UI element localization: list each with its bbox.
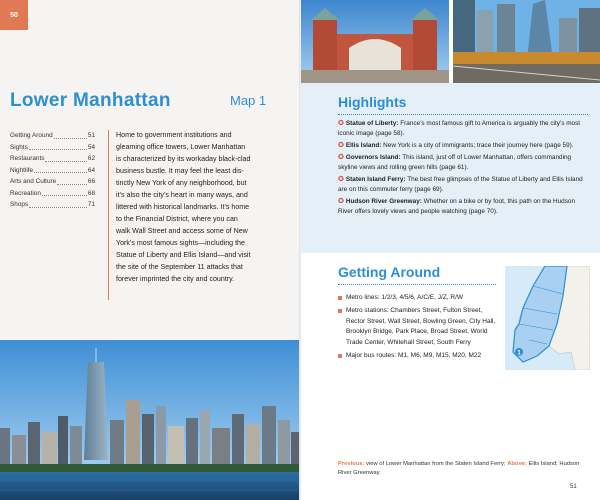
top-photos: [301, 0, 600, 83]
highlight-name: Staten Island Ferry:: [345, 176, 406, 184]
list-item: Major bus routes: M1, M6, M9, M15, M20, M22: [338, 351, 500, 361]
highlights-heading: Highlights: [338, 94, 407, 110]
toc-entry[interactable]: [10, 188, 95, 200]
highlight-text: France’s most famous gift to America is arguably the city’s most iconic image (page 58).: [338, 120, 581, 137]
divider: [338, 114, 588, 115]
highlight-text: Whether on a bike or by foot, this path on the Hudson River offers lovely views and people watching (page 70).: [338, 198, 575, 215]
highlight-item: [338, 153, 590, 172]
toc-page: 54: [87, 143, 95, 151]
highlight-item: [338, 197, 590, 216]
map-number-label: 1: [517, 350, 521, 357]
toc-page: 68: [87, 189, 95, 197]
locator-map: [505, 266, 590, 370]
skyline-photo: [0, 340, 301, 500]
toc-label: Recreation: [10, 189, 41, 197]
bullet-icon: [338, 296, 342, 300]
toc-page: 66: [87, 178, 95, 185]
toc-entry[interactable]: [10, 153, 95, 165]
star-icon: ✪: [338, 142, 344, 149]
toc-entry[interactable]: [10, 176, 95, 188]
star-icon: ✪: [338, 198, 344, 206]
chapter-contents: [10, 130, 95, 211]
getting-around-heading: Getting Around: [338, 264, 441, 280]
list-item: Metro lines: 1/2/3, 4/5/6, A/C/E, J/Z, R/W: [338, 293, 500, 303]
highlight-text: The best free glimpses of the Statue of Liberty and Ellis Island are on this commuter ferry (page 69).: [338, 176, 583, 193]
intro-divider: [108, 130, 109, 300]
highlight-name: Hudson River Greenway:: [345, 198, 422, 206]
toc-page: 71: [87, 201, 95, 208]
highlight-item: [338, 141, 590, 151]
highlight-item: [338, 175, 590, 194]
highlight-name: Ellis Island:: [345, 142, 382, 149]
photo-caption: Previous: view of Lower Manhattan from the Staten Island Ferry; Above: Ellis Island; Hudson River Greenway.: [338, 461, 580, 476]
page-number-tab: 50: [0, 0, 28, 30]
getting-around-list: [338, 293, 500, 364]
toc-page: 64: [87, 166, 95, 174]
chapter-title: Lower Manhattan: [10, 90, 171, 111]
bullet-icon: [338, 354, 342, 358]
toc-label: Restaurants: [10, 155, 45, 162]
page-number: 51: [570, 484, 577, 490]
intro-paragraph: Home to government institutions and gleaming office towers, Lower Manhattan is characterized by its workaday black-clad business bustle. It may feel the least dis- tinctly New York of any neighborhood, but it’s also the city’s heart in many ways, and littered with historical landmarks. It’s home to the Financial District, where you can walk Wall Street and access some of New York’s most famous sights—including the Statue of Liberty and Ellis Island—and visit the site of the September 11 attacks that forever imprinted the city and country.: [116, 131, 251, 283]
star-icon: ✪: [338, 120, 344, 127]
toc-entry[interactable]: [10, 130, 95, 142]
bullet-icon: [338, 309, 342, 313]
highlight-item: [338, 119, 590, 138]
toc-label: Arts and Culture: [10, 178, 57, 185]
toc-label: Sights: [10, 143, 28, 151]
toc-label: Shops: [10, 201, 29, 208]
toc-label: Getting Around: [10, 132, 53, 139]
toc-entry[interactable]: [10, 165, 95, 177]
toc-page: 51: [87, 132, 95, 139]
star-icon: ✪: [338, 176, 344, 184]
highlights-list: [338, 119, 590, 219]
star-icon: ✪: [338, 154, 344, 162]
toc-label: Nightlife: [10, 166, 34, 174]
toc-entry[interactable]: [10, 142, 95, 154]
divider: [338, 284, 496, 285]
highlight-name: Governors Island:: [345, 154, 401, 162]
toc-page: 62: [87, 155, 95, 162]
highlight-name: Statue of Liberty:: [345, 120, 399, 127]
highlight-text: New York is a city of immigrants; trace their journey here (page 59).: [383, 142, 574, 149]
map-reference: Map 1: [230, 93, 267, 108]
highlight-text: This island, just off of Lower Manhattan, offers commanding skyline views and rolling green hills (page 61).: [338, 154, 572, 171]
toc-entry[interactable]: [10, 199, 95, 211]
list-item: Metro stations: Chambers Street, Fulton Street, Rector Street, Wall Street, Bowling Green, City Hall, Brooklyn Bridge, Park Place, Broad Street, World Trade Center, Whitehall Street, South Ferry: [338, 306, 500, 348]
